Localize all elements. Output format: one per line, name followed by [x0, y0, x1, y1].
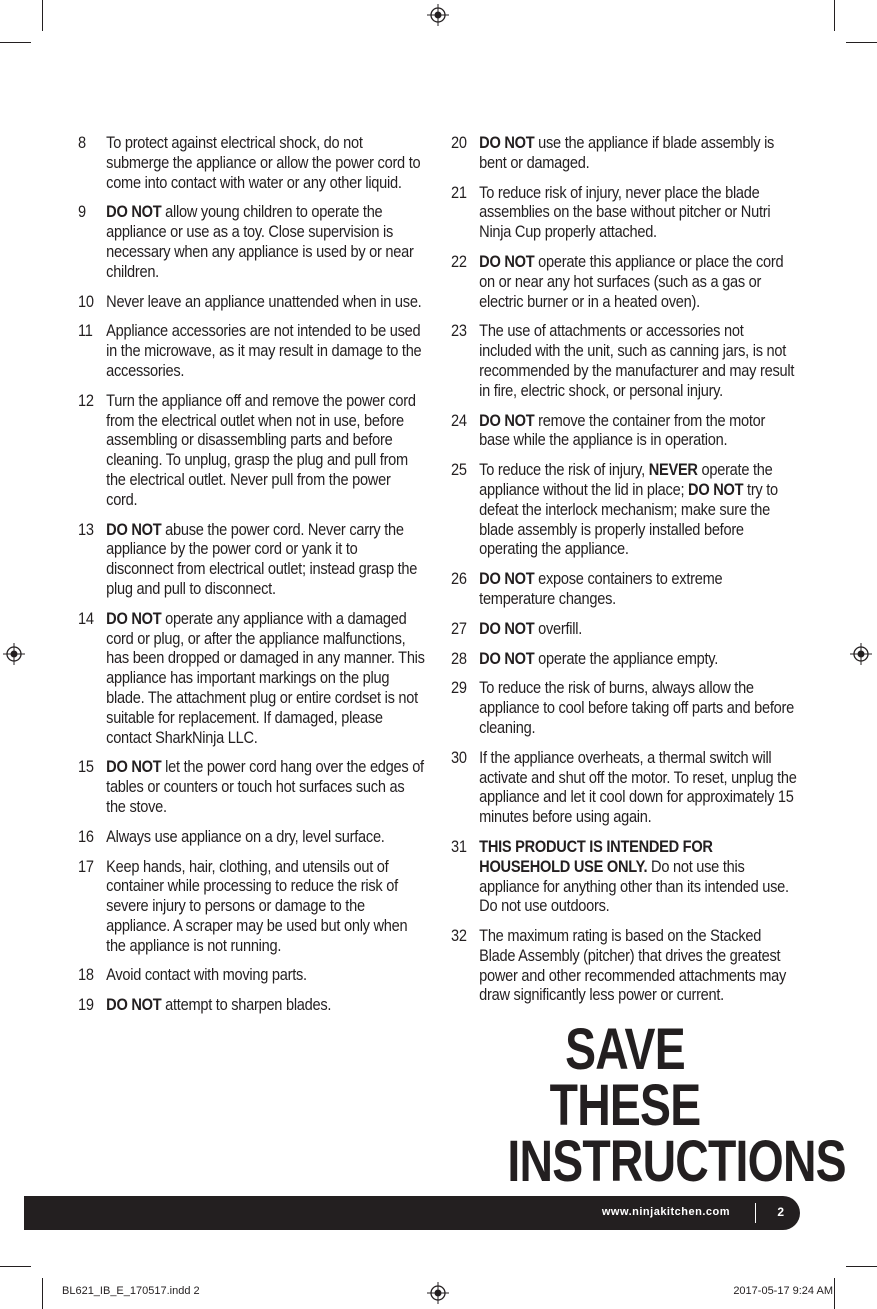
list-item: [78, 292, 425, 312]
item-number: 28: [451, 648, 467, 668]
item-text: [106, 995, 425, 1015]
list-item: [451, 619, 798, 639]
list-item: [78, 757, 425, 816]
list-item: [451, 926, 798, 1005]
item-text-body: To reduce risk of injury, never place the blade assemblies on the base without pitcher or Nutri Ninja Cup properly attached.: [479, 182, 771, 242]
warning-emphasis: DO NOT: [106, 202, 162, 222]
item-text: [106, 965, 425, 985]
item-text-body: Always use appliance on a dry, level surface.: [106, 826, 385, 846]
item-text: [106, 321, 425, 380]
item-text-body: To protect against electrical shock, do not submerge the appliance or allow the power cord to come into contact with water or any other liquid.: [106, 133, 421, 192]
item-number: 32: [451, 926, 467, 946]
item-text: [479, 619, 798, 639]
warning-emphasis: DO NOT: [479, 648, 535, 668]
item-text: [479, 460, 798, 559]
item-number: 22: [451, 251, 467, 271]
list-item: [451, 748, 798, 827]
item-text-body: The use of attachments or accessories not included with the unit, such as canning jars, is not recommended by the manufacturer and may result in fire, electric shock, or personal injury.: [479, 321, 795, 400]
item-text: [106, 827, 425, 847]
page-number: 2: [777, 1205, 784, 1219]
list-item: [451, 649, 798, 669]
item-text: [106, 202, 425, 281]
list-item: [78, 202, 425, 281]
item-number: 24: [451, 410, 467, 430]
list-item: [451, 460, 798, 559]
crop-mark: [0, 1266, 31, 1267]
list-item: [78, 321, 425, 380]
crop-mark: [834, 0, 835, 31]
list-item: [78, 133, 425, 192]
item-number: 21: [451, 182, 467, 202]
item-text: [479, 569, 798, 609]
list-item: [78, 995, 425, 1015]
list-item: [451, 569, 798, 609]
safety-list-left: [78, 133, 425, 1025]
item-text: [479, 649, 798, 669]
item-number: 10: [78, 291, 94, 311]
warning-emphasis: DO NOT: [106, 519, 162, 539]
item-text: [479, 411, 798, 451]
item-text: [106, 857, 425, 956]
warning-emphasis: DO NOT: [479, 410, 535, 430]
item-text: [479, 926, 798, 1005]
item-number: 15: [78, 757, 94, 777]
item-number: 18: [78, 965, 94, 985]
item-number: 19: [78, 995, 94, 1015]
item-number: 16: [78, 826, 94, 846]
item-text: [479, 252, 798, 311]
item-text: [479, 748, 798, 827]
item-text-body: Never leave an appliance unattended when in use.: [106, 291, 422, 311]
item-number: 9: [78, 202, 86, 222]
item-number: 8: [78, 133, 86, 152]
item-text-body: attempt to sharpen blades.: [161, 995, 332, 1015]
item-text: [479, 678, 798, 737]
list-item: [451, 411, 798, 451]
item-number: 25: [451, 460, 467, 480]
crop-mark: [846, 42, 877, 43]
item-text-body: Avoid contact with moving parts.: [106, 965, 307, 985]
item-text-body: operate any appliance with a damaged cord or plug, or after the appliance malfunctions, has been dropped or damaged in any manner. This appliance has important markings on the plug blade. The attachment plug or entire cordset is not suitable for replacement. If damaged, please contact SharkNinja LLC.: [106, 608, 425, 747]
registration-mark-icon: [3, 643, 25, 665]
item-text-body: Do not use this appliance for anything other than its intended use. Do not use outdoors.: [479, 856, 789, 916]
print-timestamp: 2017-05-17 9:24 AM: [733, 1285, 833, 1297]
item-number: 31: [451, 836, 467, 856]
list-item: [78, 857, 425, 956]
item-text-body: operate this appliance or place the cord on or near any hot surfaces (such as a gas or electric burner or in a heated oven).: [479, 251, 784, 311]
item-text-body: remove the container from the motor base while the appliance is in operation.: [479, 410, 766, 450]
list-item: [78, 391, 425, 510]
item-text: [106, 609, 425, 748]
warning-emphasis: DO NOT: [479, 133, 535, 152]
item-text-body: Turn the appliance off and remove the power cord from the electrical outlet when not in use, before assembling or disassembling parts and before cleaning. To unplug, grasp the plug and pull from the electrical outlet. Never pull from the power cord.: [106, 390, 416, 509]
item-number: 27: [451, 618, 467, 638]
item-number: 30: [451, 747, 467, 767]
list-item: [451, 252, 798, 311]
item-text-body: allow young children to operate the appliance or use as a toy. Close supervision is necessary when any appliance is used by or near children.: [106, 202, 414, 281]
crop-mark: [834, 1278, 835, 1309]
save-heading-line1: SAVE THESE: [549, 1017, 701, 1138]
crop-mark: [42, 1278, 43, 1309]
list-item: [78, 520, 425, 599]
footer-bar: [24, 1196, 800, 1230]
list-item: [451, 678, 798, 737]
save-heading-line2: INSTRUCTIONS: [507, 1129, 846, 1194]
footer-divider: [755, 1203, 756, 1223]
list-item: [451, 837, 798, 916]
item-text: [106, 292, 425, 312]
file-slug: BL621_IB_E_170517.indd 2: [62, 1285, 200, 1297]
item-text-body: operate the appliance empty.: [534, 648, 719, 668]
item-text: [106, 391, 425, 510]
item-text-body: To reduce the risk of burns, always allow the appliance to cool before taking off parts and before cleaning.: [479, 678, 794, 737]
item-text-segment: To reduce the risk of injury,: [479, 460, 649, 480]
item-number: 14: [78, 608, 94, 628]
list-item: [451, 133, 798, 173]
item-number: 26: [451, 569, 467, 589]
warning-emphasis: DO NOT: [106, 757, 162, 777]
item-text: [479, 321, 798, 400]
item-number: 23: [451, 321, 467, 341]
warning-emphasis: DO NOT: [106, 608, 162, 628]
item-text: [479, 133, 798, 173]
list-item: [451, 183, 798, 242]
crop-mark: [846, 1266, 877, 1267]
item-number: 20: [451, 133, 467, 152]
item-text: [106, 520, 425, 599]
item-text-segment: operate the appliance without the lid in place;: [479, 460, 773, 499]
item-number: 29: [451, 678, 467, 698]
safety-list-right: [451, 133, 798, 1015]
save-instructions-heading: [507, 1017, 846, 1194]
website-url[interactable]: www.ninjakitchen.com: [601, 1206, 730, 1218]
warning-emphasis: DO NOT: [479, 618, 535, 638]
item-text-body: Appliance accessories are not intended to be used in the microwave, as it may result in damage to the accessories.: [106, 321, 422, 380]
crop-mark: [42, 0, 43, 31]
item-text-body: The maximum rating is based on the Stacked Blade Assembly (pitcher) that drives the greatest power and other recommended attachments may draw significantly less power or current.: [479, 926, 786, 1005]
list-item: [78, 965, 425, 985]
registration-mark-icon: [427, 1282, 449, 1304]
registration-mark-icon: [427, 4, 449, 26]
warning-emphasis: THIS PRODUCT IS INTENDED FOR HOUSEHOLD USE ONLY.: [479, 836, 713, 876]
warning-emphasis: DO NOT: [479, 251, 535, 271]
item-text: [479, 183, 798, 242]
crop-mark: [0, 42, 31, 43]
list-item: [451, 321, 798, 400]
item-text: [106, 133, 425, 192]
item-text-body: Keep hands, hair, clothing, and utensils out of container while processing to reduce the risk of severe injury to persons or damage to the appliance. A scraper may be used but only when the appliance is not running.: [106, 856, 408, 955]
item-text-body: If the appliance overheats, a thermal switch will activate and shut off the motor. To reset, unplug the appliance and let it cool down for approximately 15 minutes before using again.: [479, 747, 797, 827]
item-text-body: overfill.: [534, 618, 583, 638]
item-text-segment: try to defeat the interlock mechanism; make sure the blade assembly is properly installed before operating the appliance.: [479, 479, 778, 559]
item-text-body: use the appliance if blade assembly is bent or damaged.: [479, 133, 775, 172]
item-number: 13: [78, 519, 94, 539]
warning-emphasis: DO NOT: [688, 479, 744, 499]
warning-emphasis: DO NOT: [106, 995, 162, 1015]
item-number: 17: [78, 856, 94, 876]
item-text-body: abuse the power cord. Never carry the appliance by the power cord or yank it to disconnect from electrical outlet; instead grasp the plug and pull to disconnect.: [106, 519, 418, 598]
warning-emphasis: DO NOT: [479, 569, 535, 589]
registration-mark-icon: [850, 643, 872, 665]
item-number: 12: [78, 390, 94, 410]
item-text: [106, 757, 425, 816]
item-text-body: expose containers to extreme temperature changes.: [479, 569, 723, 608]
item-number: 11: [78, 321, 93, 341]
item-text: [479, 837, 798, 916]
list-item: [78, 609, 425, 748]
list-item: [78, 827, 425, 847]
item-text-body: let the power cord hang over the edges of tables or counters or touch hot surfaces such as the stove.: [106, 757, 424, 816]
warning-emphasis: NEVER: [648, 460, 698, 480]
